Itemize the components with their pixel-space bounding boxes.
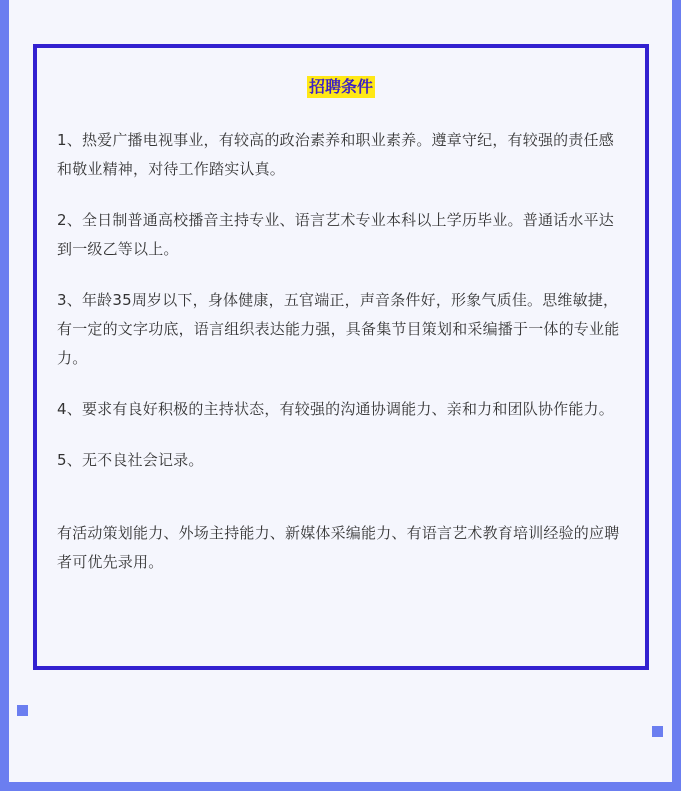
decorative-square-right	[652, 726, 663, 737]
section-title: 招聘条件	[308, 77, 373, 96]
requirement-item-5: 5、无不良社会记录。	[57, 451, 204, 469]
requirements-card	[33, 44, 649, 670]
title-wrap	[57, 76, 625, 98]
requirement-item-3: 3、年龄35周岁以下，身体健康，五官端正，声音条件好，形象气质佳。思维敏捷，有一定的文字功底，语言组织表达能力强，具备集节目策划和采编播于一体的专业能力。	[57, 291, 620, 367]
requirement-item-1: 1、热爱广播电视事业，有较高的政治素养和职业素养。遵章守纪，有较强的责任感和敬业精神，对待工作踏实认真。	[57, 131, 614, 178]
requirement-item-2: 2、全日制普通高校播音主持专业、语言艺术专业本科以上学历毕业。普通话水平达到一级乙等以上。	[57, 211, 614, 258]
preference-note: 有活动策划能力、外场主持能力、新媒体采编能力、有语言艺术教育培训经验的应聘者可优先录用。	[57, 524, 620, 571]
requirement-item-4: 4、要求有良好积极的主持状态，有较强的沟通协调能力、亲和力和团队协作能力。	[57, 400, 614, 418]
decorative-square-left	[17, 705, 28, 716]
